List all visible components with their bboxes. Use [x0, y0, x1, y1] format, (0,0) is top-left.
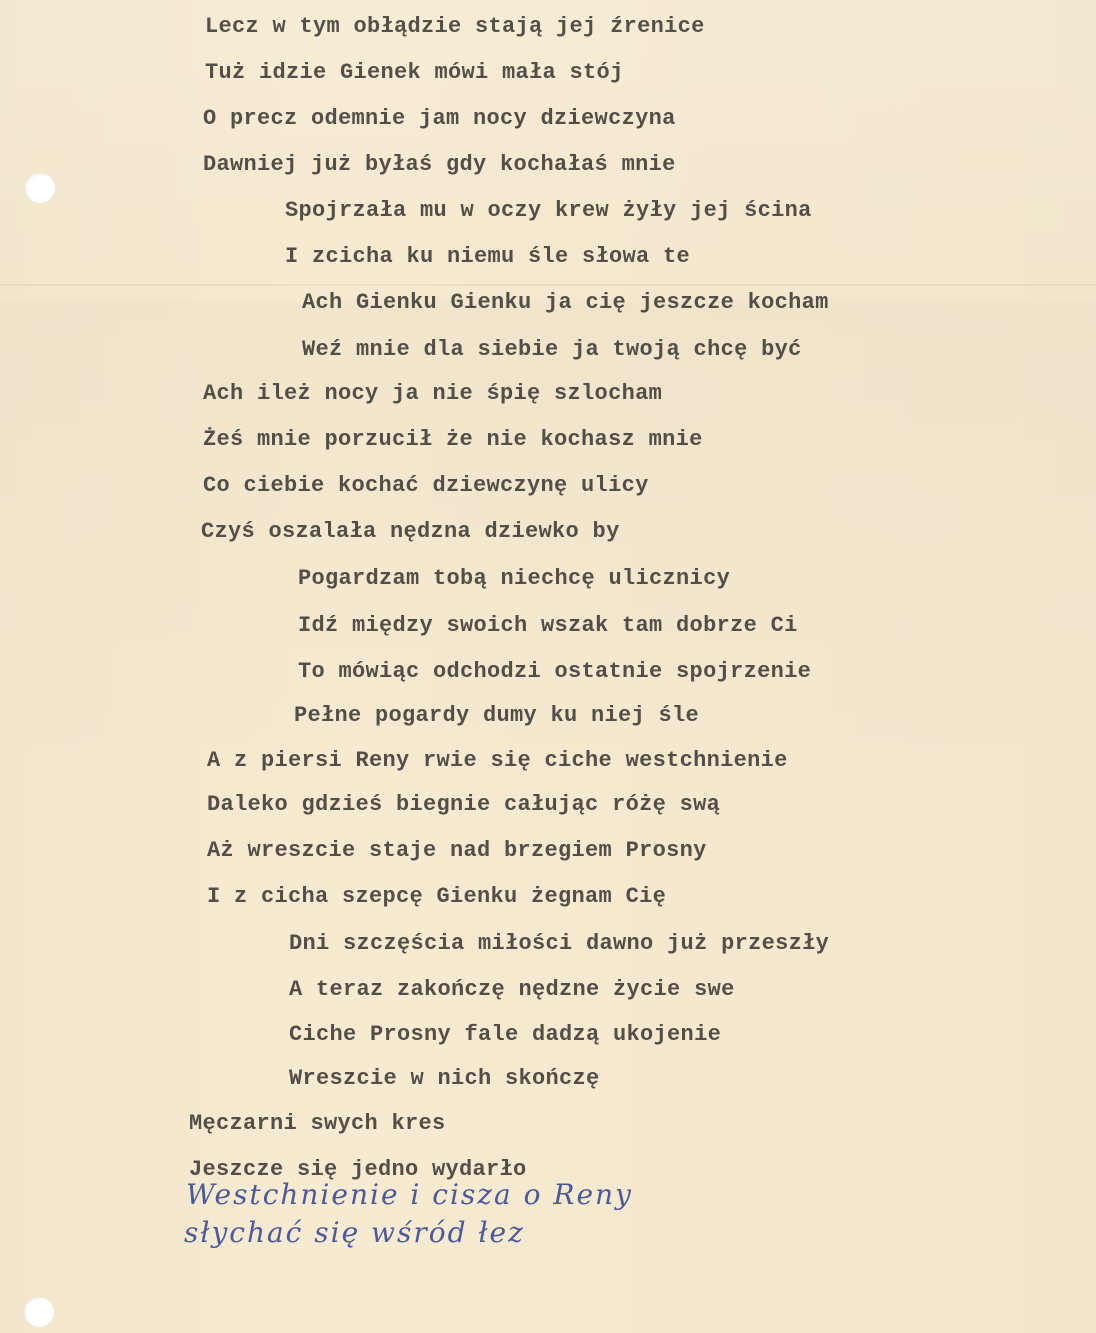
typed-line: Idź między swoich wszak tam dobrze Ci	[298, 613, 798, 638]
typed-line: A teraz zakończę nędzne życie swe	[289, 977, 735, 1002]
punch-hole-bottom	[24, 1297, 54, 1327]
typed-line: Czyś oszalała nędzna dziewko by	[201, 519, 620, 544]
typed-line: To mówiąc odchodzi ostatnie spojrzenie	[298, 659, 812, 684]
typed-line: Weź mnie dla siebie ja twoją chcę być	[302, 337, 802, 362]
typed-line: Męczarni swych kres	[189, 1111, 446, 1136]
handwritten-line: słychać się wśród łez	[184, 1216, 525, 1249]
typed-line: I zcicha ku niemu śle słowa te	[285, 244, 691, 269]
typed-line: O precz odemnie jam nocy dziewczyna	[203, 106, 676, 131]
typed-line: Ciche Prosny fale dadzą ukojenie	[289, 1022, 722, 1047]
typed-line: Dawniej już byłaś gdy kochałaś mnie	[203, 152, 676, 177]
typed-line: Tuż idzie Gienek mówi mała stój	[205, 60, 624, 85]
typed-line: Jeszcze się jedno wydarło	[189, 1157, 527, 1182]
typed-line: Co ciebie kochać dziewczynę ulicy	[203, 473, 649, 498]
typed-line: A z piersi Reny rwie się ciche westchnienie	[207, 748, 788, 773]
typed-line: Spojrzała mu w oczy krew żyły jej ścina	[285, 198, 812, 223]
typed-line: Dni szczęścia miłości dawno już przeszły	[289, 931, 830, 956]
typed-line: Pogardzam tobą niechcę ulicznicy	[298, 566, 731, 591]
handwritten-line: Westchnienie i cisza o Reny	[186, 1178, 633, 1211]
typed-line: Aż wreszcie staje nad brzegiem Prosny	[207, 838, 707, 863]
typed-line: Ach Gienku Gienku ja cię jeszcze kocham	[302, 290, 829, 315]
typed-line: Wreszcie w nich skończę	[289, 1066, 600, 1091]
typed-line: Daleko gdzieś biegnie całując różę swą	[207, 792, 721, 817]
typed-line: Ach ileż nocy ja nie śpię szlocham	[203, 381, 663, 406]
typed-line: I z cicha szepcę Gienku żegnam Cię	[207, 884, 667, 909]
punch-hole-top	[25, 173, 55, 203]
paper-fold	[0, 284, 1096, 286]
typed-line: Żeś mnie porzucił że nie kochasz mnie	[203, 427, 703, 452]
typed-line: Lecz w tym obłądzie stają jej źrenice	[205, 14, 705, 39]
typed-line: Pełne pogardy dumy ku niej śle	[294, 703, 700, 728]
